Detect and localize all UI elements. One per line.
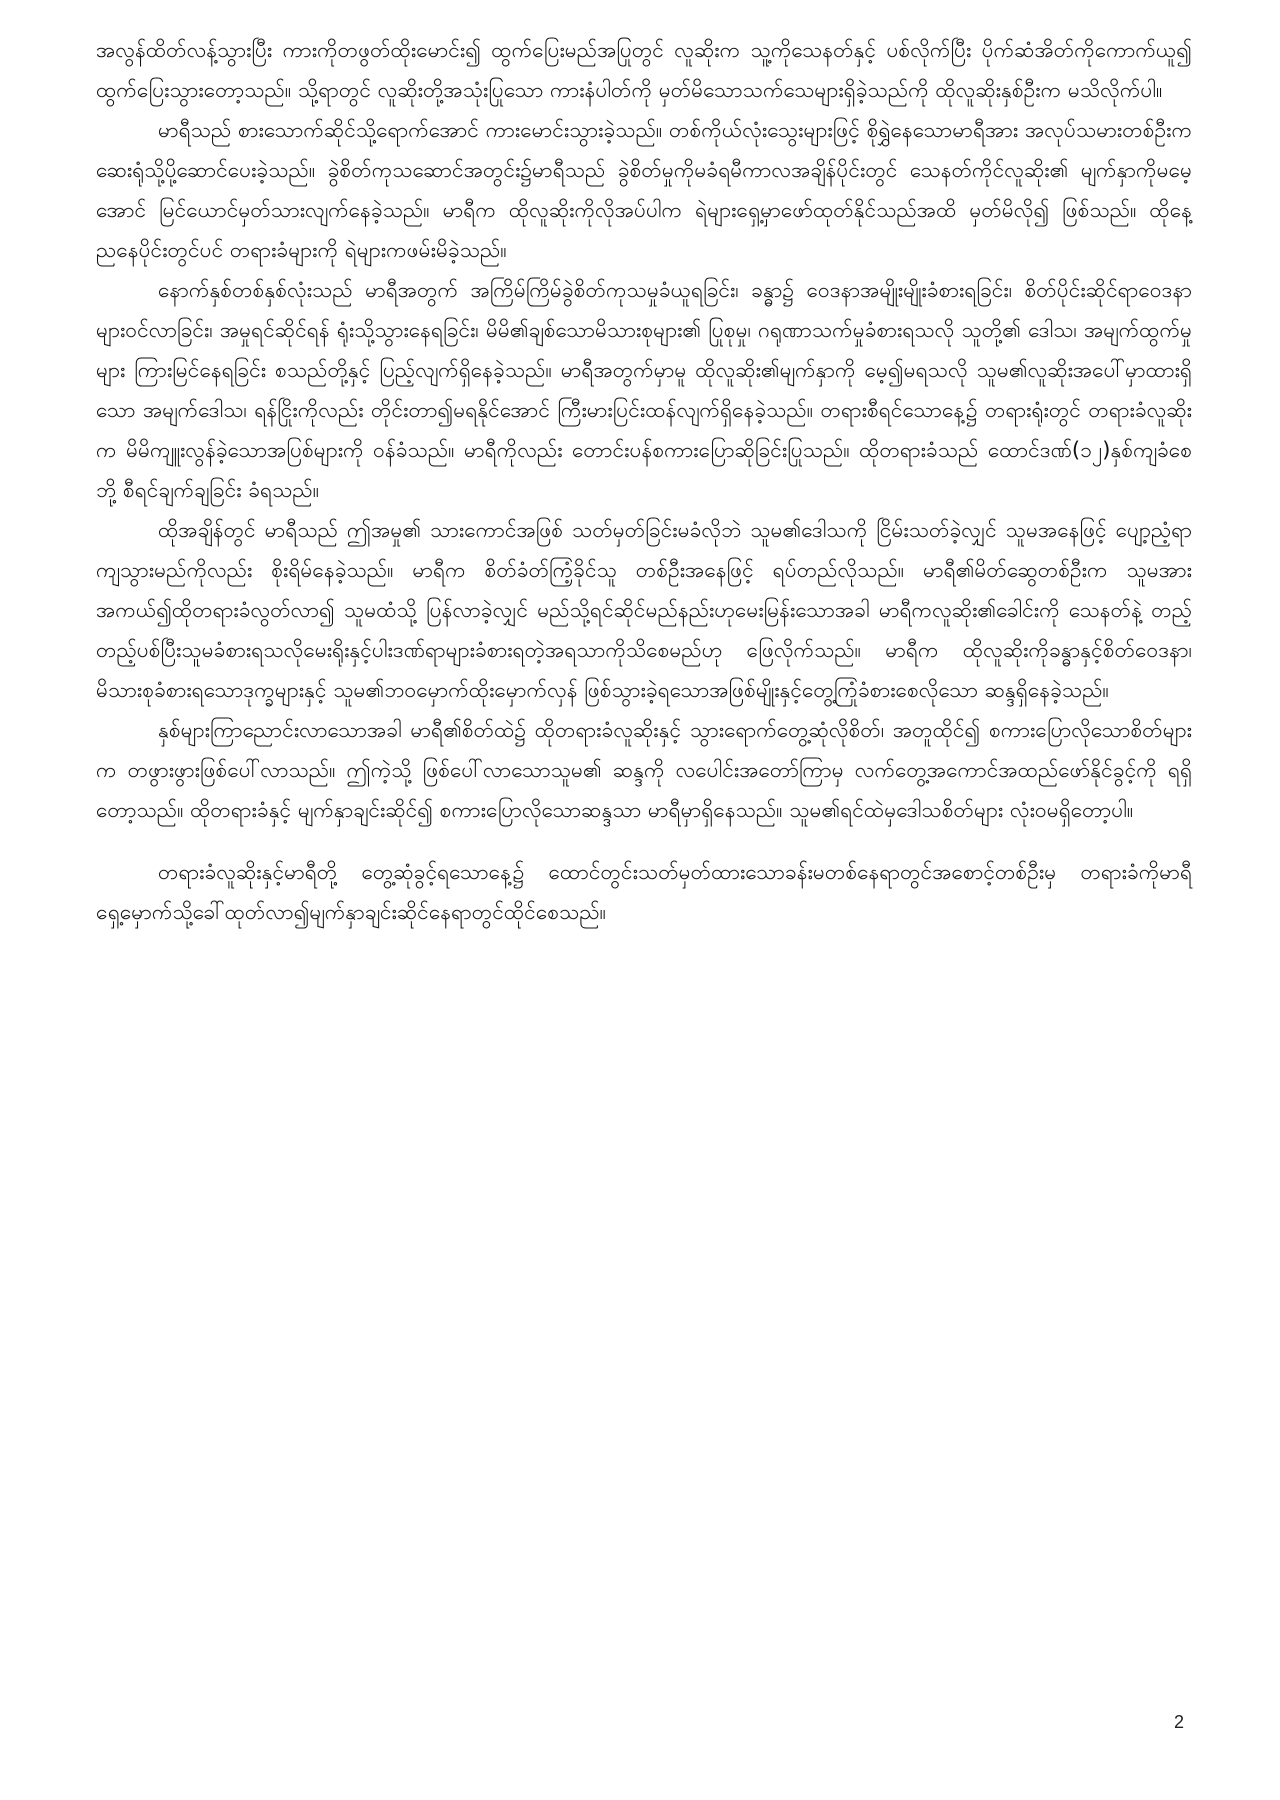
paragraph: ထိုအချိန်တွင် မာရီသည် ဤအမှု၏ သားကောင်အဖြစ် သတ်မှတ်ခြင်းမခံလိုဘဲ သူမ၏ဒေါသကို ငြိမ်းသတ်ခဲ့လျှင် သူမအနေဖြင့် ပျော့ညံ့ရာကျသွားမည်ကိုလည်း စိုးရိမ်နေခဲ့သည်။ မာရီက စိတ်ခံတ်ကြံ့ခိုင်သူ တစ်ဦးအနေဖြင့် ရပ်တည်လိုသည်။ မာရီ၏မိတ်ဆွေတစ်ဦးက သူမအားအကယ်၍ထိုတရားခံလွတ်လာ၍ သူမထံသို့ ပြန်လာခဲ့လျှင် မည်သို့ရင်ဆိုင်မည်နည်းဟုမေးမြန်းသောအခါ မာရီကလူဆိုး၏ခေါင်းကို သေနတ်နဲ့ တည့်တည့်ပစ်ပြီးသူမခံစားရသလိုမေးရိုးနှင့်ပါးဒဏ်ရာများခံစားရတဲ့အရသာကိုသိစေမည်ဟု ဖြေလိုက်သည်။ မာရီက ထိုလူဆိုးကိုခန္ဓာနှင့်စိတ်ဝေဒနာ၊ မိသားစုခံစားရသောဒုက္ခများနှင့် သူမ၏ဘဝမှောက်ထိုးမှောက်လှန် ဖြစ်သွားခဲ့ရသောအဖြစ်မျိုးနှင့်တွေ့ကြုံခံစားစေလိုသော ဆန္ဒရှိနေခဲ့သည်။ <box>96 518 1192 702</box>
page-number: 2 <box>1173 1712 1184 1732</box>
paragraph: နောက်နှစ်တစ်နှစ်လုံးသည် မာရီအတွက် အကြိမ်ကြိမ်ခွဲစိတ်ကုသမှုခံယူရခြင်း၊ ခန္ဓာ၌ ဝေဒနာအမျိုးမျိုးခံစားရခြင်း၊ စိတ်ပိုင်းဆိုင်ရာဝေဒနာများဝင်လာခြင်း၊ အမှုရင်ဆိုင်ရန် ရုံးသို့သွားနေရခြင်း၊ မိမိ၏ချစ်သောမိသားစုများ၏ ပြုစုမှု၊ ဂရုဏာသက်မှုခံစားရသလို သူတို့၏ ဒေါသ၊ အမျက်ထွက်မှုများ ကြားမြင်နေရခြင်း စသည်တို့နှင့် ပြည့်လျက်ရှိနေခဲ့သည်။ မာရီအတွက်မှာမူ ထိုလူဆိုး၏မျက်နှာကို မေ့၍မရသလို သူမ၏လူဆိုးအပေါ်မှာထားရှိသော အမျက်ဒေါသ၊ ရန်ငြိုးကိုလည်း တိုင်းတာ၍မရနိုင်အောင် ကြီးမားပြင်းထန်လျက်ရှိနေခဲ့သည်။ တရားစီရင်သောနေ့၌ တရားရုံးတွင် တရားခံလူဆိုးက မိမိကျူးလွန်ခဲ့သောအပြစ်များကို ဝန်ခံသည်။ မာရီကိုလည်း တောင်းပန်စကားပြောဆိုခြင်းပြုသည်။ ထိုတရားခံသည် ထောင်ဒဏ်(၁၂)နှစ်ကျခံစေဘို့ စီရင်ချက်ချခြင်း ခံရသည်။ <box>96 278 1192 502</box>
paragraph: မာရီသည် စားသောက်ဆိုင်သို့ရောက်အောင် ကားမောင်းသွားခဲ့သည်။ တစ်ကိုယ်လုံးသွေးများဖြင့် စိုရွှဲနေသောမာရီအား အလုပ်သမားတစ်ဦးက ဆေးရုံသို့ပို့ဆောင်ပေးခဲ့သည်။ ခွဲစိတ်ကုသဆောင်အတွင်း၌မာရီသည် ခွဲစိတ်မှုကိုမခံရမီကာလအချိန်ပိုင်းတွင် သေနတ်ကိုင်လူဆိုး၏ မျက်နှာကိုမမေ့အောင် မြင်ယောင်မှတ်သားလျက်နေခဲ့သည်။ မာရီက ထိုလူဆိုးကိုလိုအပ်ပါက ရဲများရှေ့မှာဖော်ထုတ်နိုင်သည်အထိ မှတ်မိလို၍ ဖြစ်သည်။ ထိုနေ့ညနေပိုင်းတွင်ပင် တရားခံများကို ရဲများကဖမ်းမိခဲ့သည်။ <box>96 118 1192 262</box>
paragraph: အလွန်ထိတ်လန့်သွားပြီး ကားကိုတဖွတ်ထိုးမောင်း၍ ထွက်ပြေးမည်အပြုတွင် လူဆိုးက သူ့ကိုသေနတ်နှင့် ပစ်လိုက်ပြီး ပိုက်ဆံအိတ်ကိုကောက်ယူ၍ ထွက်ပြေးသွားတော့သည်။ သို့ရာတွင် လူဆိုးတို့အသုံးပြုသော ကားနံပါတ်ကို မှတ်မိသောသက်သေများရှိခဲ့သည်ကို ထိုလူဆိုးနှစ်ဦးက မသိလိုက်ပါ။ <box>96 38 1192 102</box>
paragraph: နှစ်များကြာညောင်းလာသောအခါ မာရီ၏စိတ်ထဲ၌ ထိုတရားခံလူဆိုးနှင့် သွားရောက်တွေ့ဆုံလိုစိတ်၊ အတူထိုင်၍ စကားပြောလိုသောစိတ်များက တဖွားဖွားဖြစ်ပေါ်လာသည်။ ဤကဲ့သို့ ဖြစ်ပေါ်လာသောသူမ၏ ဆန္ဒကို လပေါင်းအတော်ကြာမှ လက်တွေ့အကောင်အထည်ဖော်နိုင်ခွင့်ကို ရရှိတော့သည်။ ထိုတရားခံနှင့် မျက်နှာချင်းဆိုင်၍ စကားပြောလိုသောဆန္ဒသာ မာရီမှာရှိနေသည်။ သူမ၏ရင်ထဲမှဒေါသစိတ်များ လုံးဝမရှိတော့ပါ။ <box>96 718 1192 822</box>
body-text <box>96 30 1192 932</box>
paragraph: တရားခံလူဆိုးနှင့်မာရီတို့ တွေ့ဆုံခွင့်ရသောနေ့၌ ထောင်တွင်းသတ်မှတ်ထားသောခန်းမတစ်နေရာတွင်အစောင့်တစ်ဦးမှ တရားခံကိုမာရီရှေ့မှောက်သို့ခေါ်ထုတ်လာ၍မျက်နှာချင်းဆိုင်နေရာတွင်ထိုင်စေသည်။ <box>96 860 1192 924</box>
